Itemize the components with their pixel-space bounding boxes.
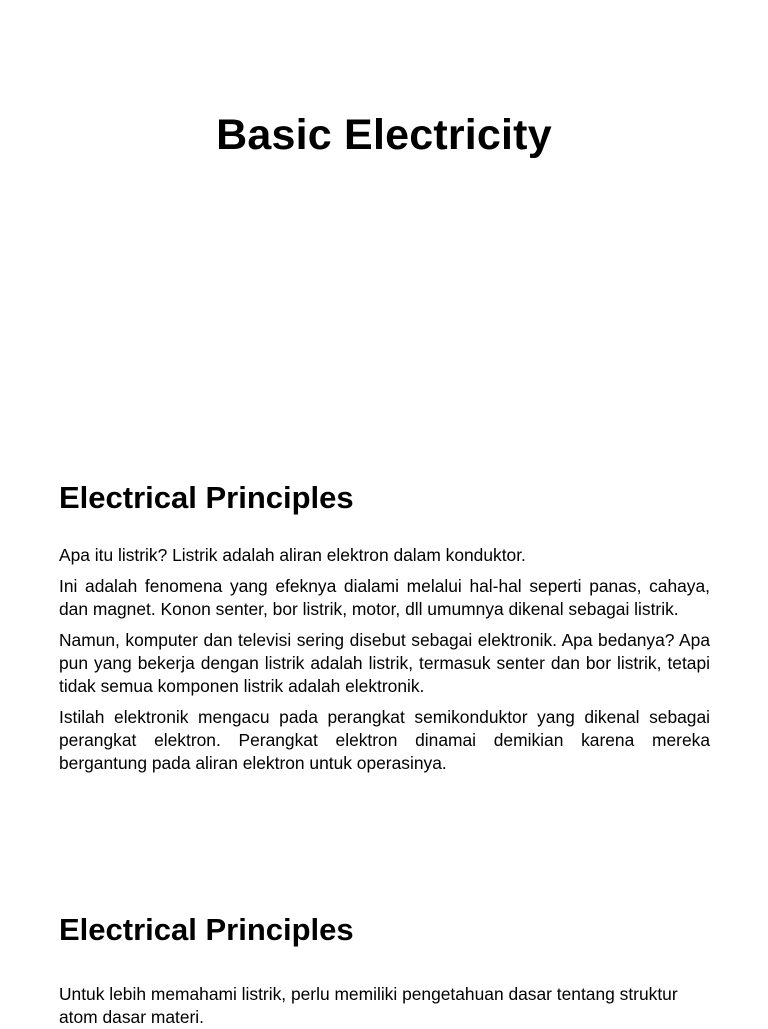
- section-body: [59, 983, 710, 1029]
- paragraph-phenomenon: Ini adalah fenomena yang efeknya dialami melalui hal-hal seperti panas, cahaya, dan magnet. Konon senter, bor listrik, motor, dll umumnya dikenal sebagai listrik.: [59, 576, 710, 619]
- section-heading: Electrical Principles: [59, 480, 354, 515]
- document-title: Basic Electricity: [216, 111, 552, 159]
- paragraph-electronic-term: Istilah elektronik mengacu pada perangkat semikonduktor yang dikenal sebagai perangkat elektron. Perangkat elektron dinamai demikian karena mereka bergantung pada aliran elektron untuk operasinya.: [59, 707, 710, 773]
- paragraph-electronics-difference: Namun, komputer dan televisi sering disebut sebagai elektronik. Apa bedanya? Apa pun yang bekerja dengan listrik adalah listrik, termasuk senter dan bor listrik, tetapi tidak semua komponen listrik adalah elektronik.: [59, 630, 710, 696]
- paragraph-atomic-structure: Untuk lebih memahami listrik, perlu memiliki pengetahuan dasar tentang struktur atom dasar materi.: [59, 984, 678, 1027]
- section-electrical-principles-2: [59, 908, 710, 1029]
- section-body: [59, 544, 710, 775]
- section-electrical-principles-1: [59, 476, 710, 775]
- paragraph-what-is-electricity: Apa itu listrik? Listrik adalah aliran elektron dalam konduktor.: [59, 545, 526, 565]
- section-heading: Electrical Principles: [59, 912, 354, 947]
